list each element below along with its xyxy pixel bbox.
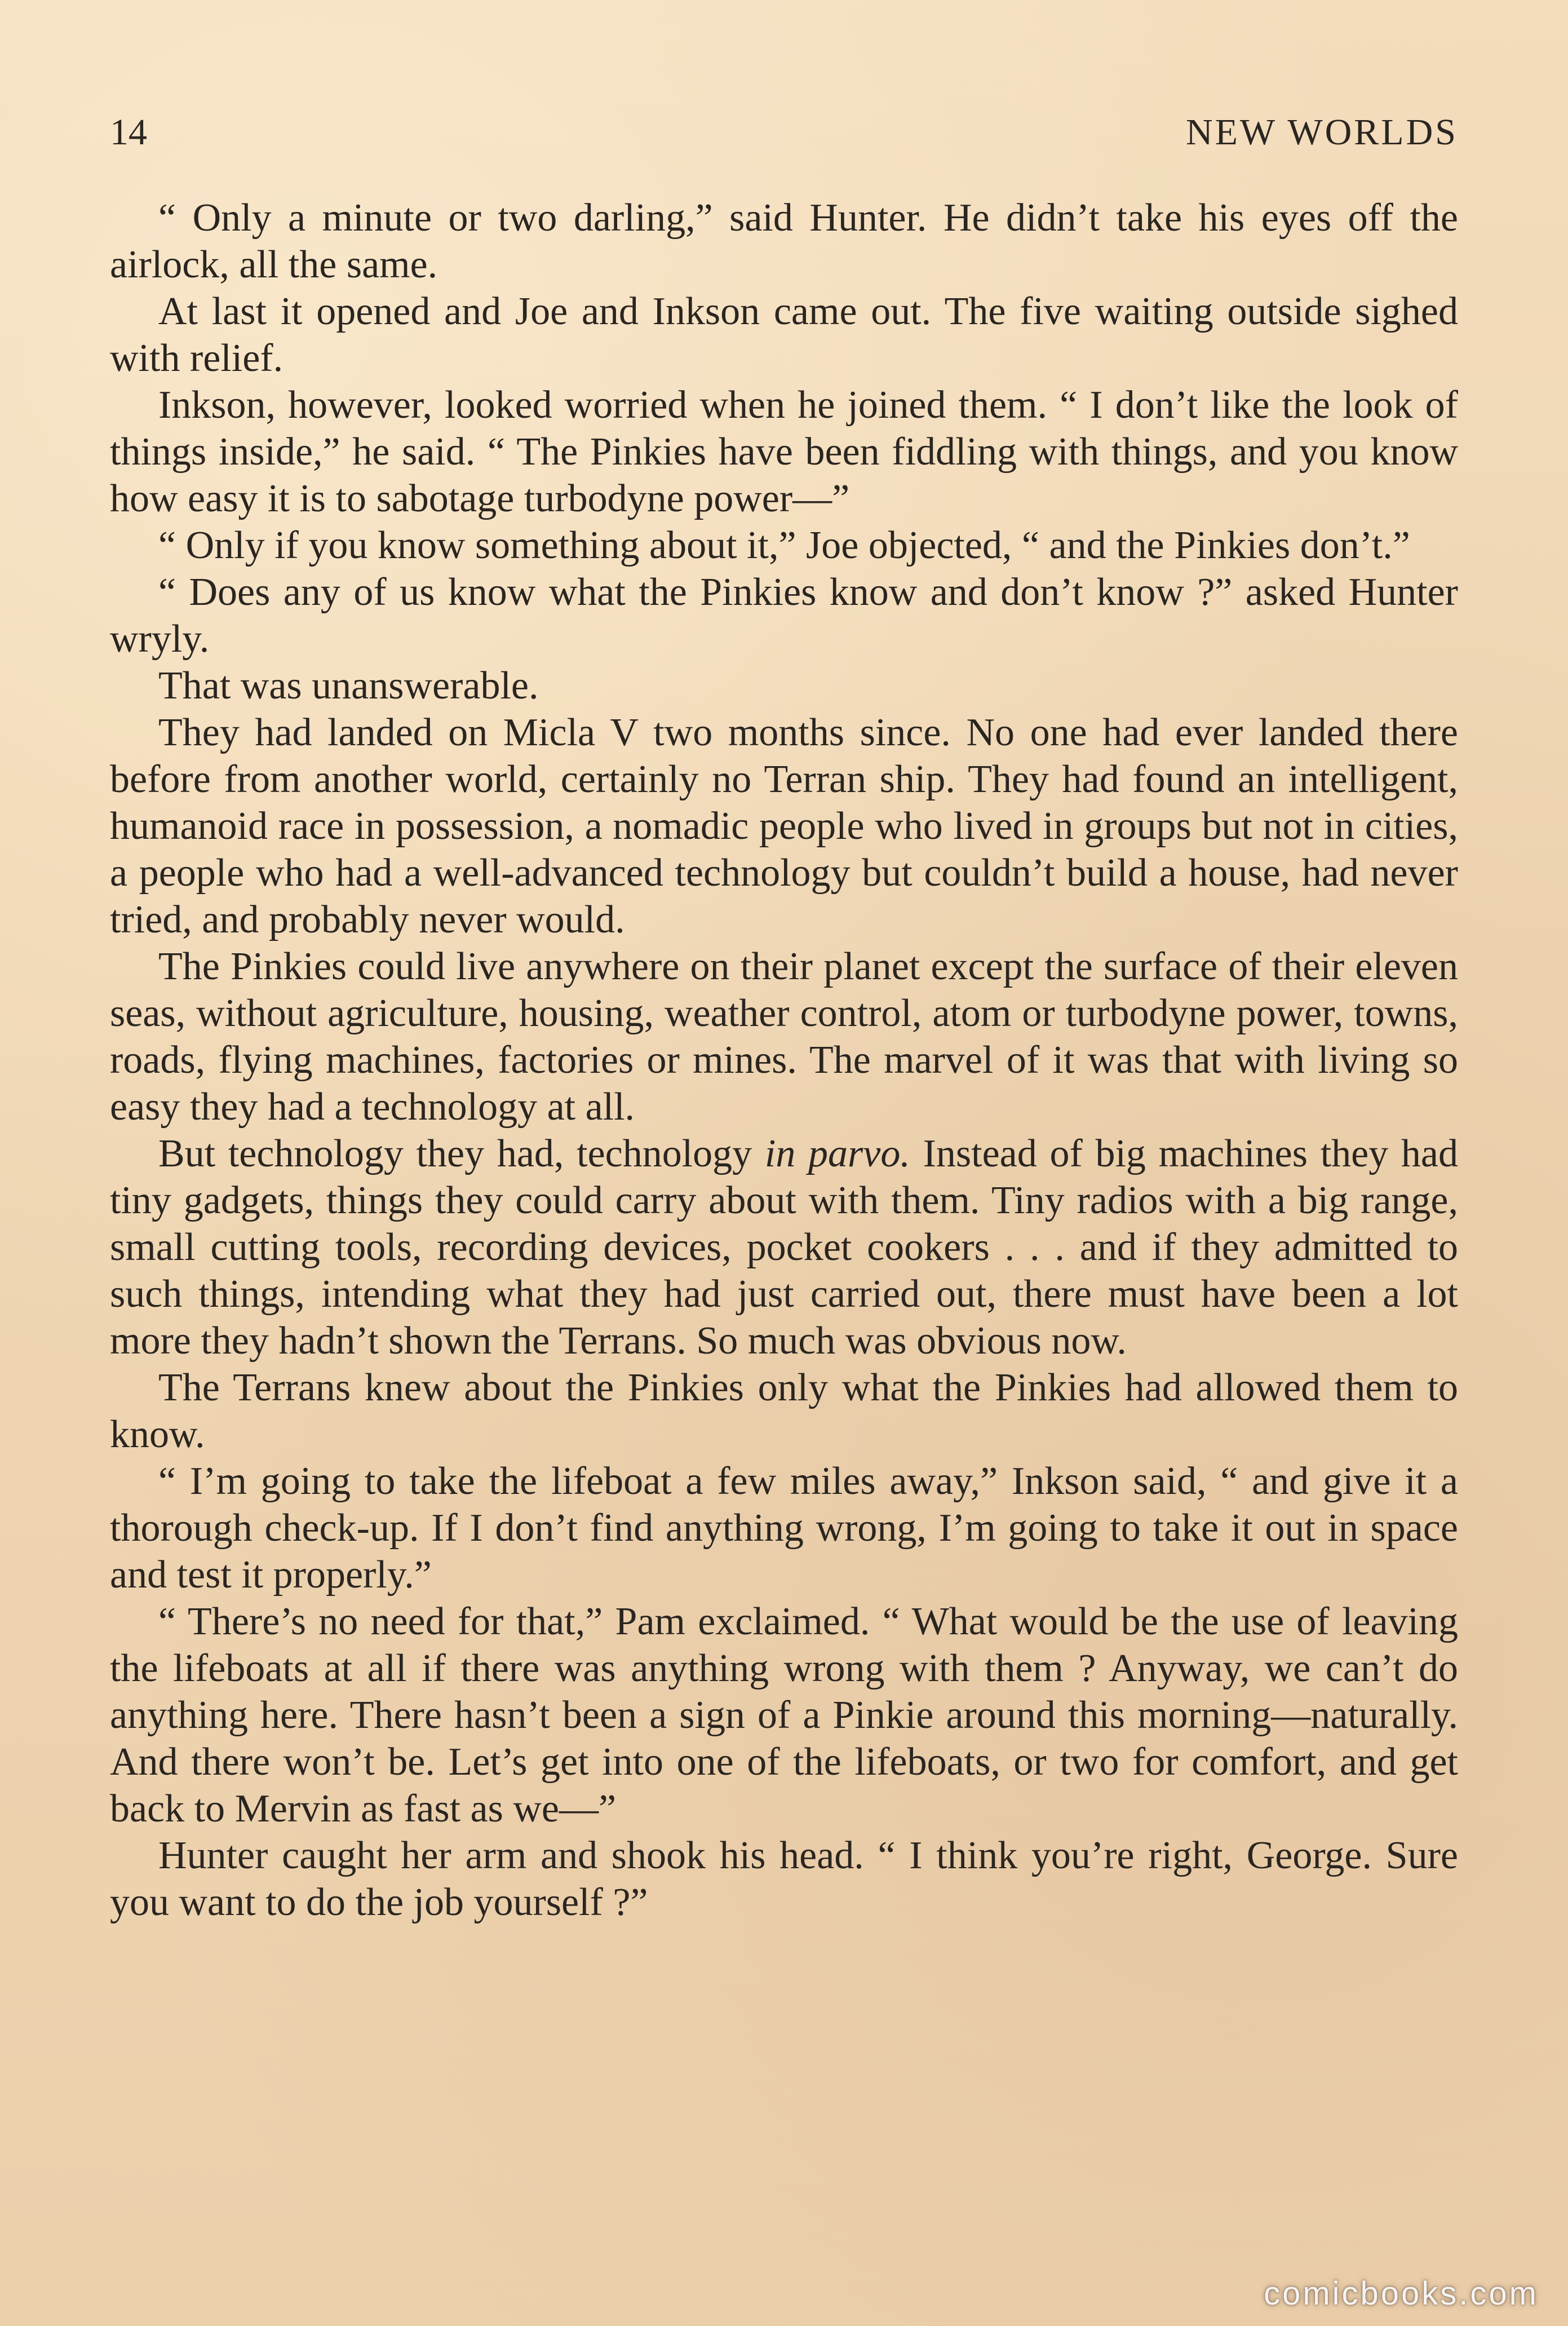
paragraph-11: “ I’m going to take the lifeboat a few miles away,” Inkson said, “ and give it a thorough check-up. If I don’t find anything wrong, I’m going to take it out in space and test it properly.” xyxy=(110,1460,1458,1597)
paragraph-2: At last it opened and Joe and Inkson came out. The five waiting outside sighed with relief. xyxy=(110,290,1458,380)
paragraph-13: Hunter caught her arm and shook his head. “ I think you’re right, George. Sure you want to do the job yourself ?” xyxy=(110,1834,1458,1924)
paragraph-9-after: Instead of big machines they had tiny gadgets, things they could carry about with them. Tiny radios with a big range, small cutting tools, recording devices, pocket cookers . . . and if they admitted to such things, intending what they had just carried out, there must have been a lot more they hadn’t shown the Terrans. So much was obvious now. xyxy=(110,1132,1458,1363)
paragraph-8: The Pinkies could live anywhere on their planet except the surface of their eleven seas, without agriculture, housing, weather control, atom or turbodyne power, towns, roads, flying machines, factories or mines. The marvel of it was that with living so easy they had a technology at all. xyxy=(110,945,1458,1129)
running-head: NEW WORLDS xyxy=(1185,112,1458,153)
paragraph-9-italic: in parvo. xyxy=(764,1132,910,1175)
page-number: 14 xyxy=(110,112,147,153)
paragraph-10: The Terrans knew about the Pinkies only what the Pinkies had allowed them to know. xyxy=(110,1366,1458,1456)
body-text xyxy=(110,194,1458,2241)
paragraph-9-before: But technology they had, technology xyxy=(158,1132,765,1175)
watermark: comicbooks.com xyxy=(1264,2275,1539,2312)
paragraph-3: Inkson, however, looked worried when he joined them. “ I don’t like the look of things inside,” he said. “ The Pinkies have been fiddling with things, and you know how easy it is to sabotage turbodyne power—” xyxy=(110,383,1458,520)
paragraph-7: They had landed on Micla V two months since. No one had ever landed there before from another world, certainly no Terran ship. They had found an intelligent, humanoid race in possession, a nomadic people who lived in groups but not in cities, a people who had a well-advanced technology but couldn’t build a house, had never tried, and probably never would. xyxy=(110,711,1458,941)
paragraph-4: “ Only if you know something about it,” Joe objected, “ and the Pinkies don’t.” xyxy=(158,524,1410,567)
paragraph-9 xyxy=(110,1130,1458,1364)
page-header xyxy=(110,101,1458,163)
paragraph-1: “ Only a minute or two darling,” said Hunter. He didn’t take his eyes off the airlock, all the same. xyxy=(110,196,1458,286)
paragraph-5: “ Does any of us know what the Pinkies know and don’t know ?” asked Hunter wryly. xyxy=(110,571,1458,661)
paragraph-12: “ There’s no need for that,” Pam exclaimed. “ What would be the use of leaving the lifeboats at all if there was anything wrong with them ? Anyway, we can’t do anything here. There hasn’t been a sign of a Pinkie around this morning—naturally. And there won’t be. Let’s get into one of the lifeboats, or two for comfort, and get back to Mervin as fast as we—” xyxy=(110,1600,1458,1830)
paragraph-6: That was unanswerable. xyxy=(158,664,539,707)
